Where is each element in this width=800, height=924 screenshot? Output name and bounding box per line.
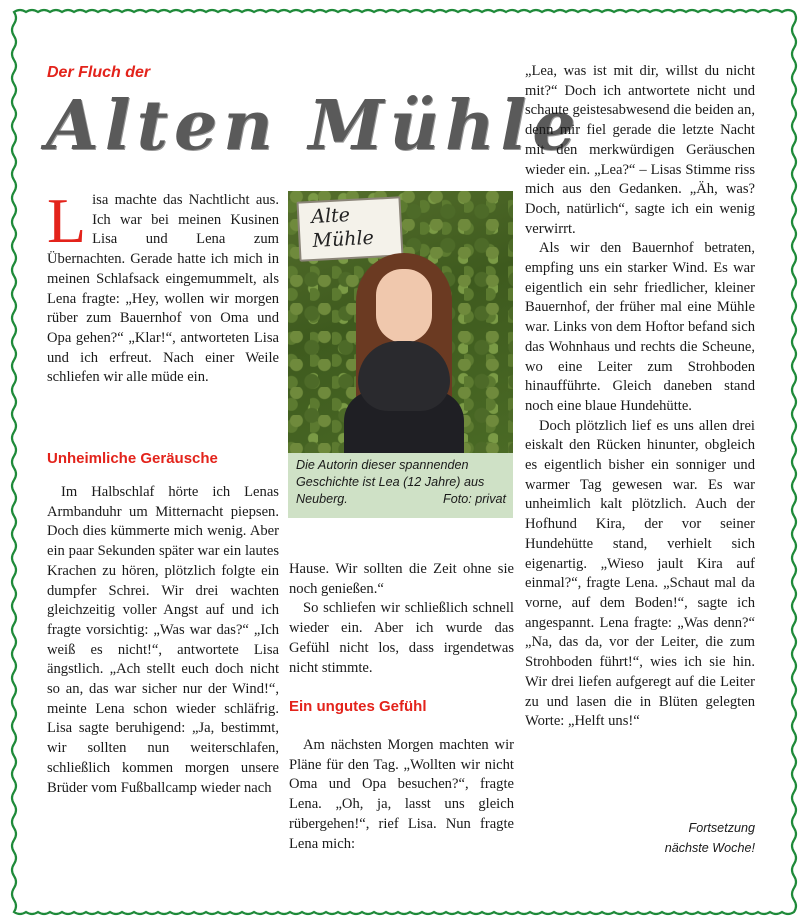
author-photo [288,191,513,453]
photo-caption [296,457,506,508]
intro-column [47,185,279,388]
photo-face [376,269,432,343]
photo-box [288,191,513,518]
continuation-note [600,818,755,858]
sign-text: Alte Mühle [310,203,375,252]
section1-paragraph: Im Halbschlaf hörte ich Lenas Armbanduhr um Mitternacht piepsen. Doch dies kümmerte mich wenig. Aber ein paar Sekunden später war ein lautes Krachen zu hören, plötzlich folgte ein dumpfer Schrei. Wir drei wachten gleichzeitig voller Angst auf und ich fragte vorsichtig: „Was war das?“ „Ich weiß es nicht!“, antwortete Lisa ängstlich. „Ach stellt euch doch nicht so an, das war sicher nur der Wind!“, meinte Lena schon wieder schläfrig. Lisa sagte beruhigend: „Ja, bestimmt, wir sollten nun weiterschlafen, schließlich kommen morgen unsere Brüder vom Fußballcamp wieder nach [47,484,279,796]
middle-column-lower [289,736,514,854]
continuation-line-1: Fortsetzung [688,821,755,835]
mill-sign [297,196,404,261]
right-paragraph-3: Doch plötzlich lief es uns allen drei eiskalt den Rücken hinunter, obgleich es eigentlich bisher ein sonniger und warmer Tag gewesen war. Es war unheimlich kalt plötzlich. Auch der Hofhund Kira, der vor seiner Hundehütte stand, verhielt sich eigenartig. „Wieso jault Kira auf einmal?“, fragte Lena. „Schaut mal da vorne, auf dem Boden!“, sagte ich angespannt. Lena fragte: „Was denn?“ „Na, das da, vor der Leiter, die zum Strohboden führt!“, wies ich sie hin. Wir drei liefen aufgeregt auf die Leiter zu und lasen die in Blüten gelegten Worte: „Helft uns!“ [525,417,755,730]
kicker: Der Fluch der [47,64,151,81]
right-column [525,62,755,732]
middle-paragraph-2: So schliefen wir schließlich schnell wieder ein. Aber ich wurde das Gefühl nicht los, dass irgendetwas nicht stimmte. [289,600,514,676]
drop-cap: L [47,185,87,256]
middle-column [289,560,514,678]
photo-scarf [358,341,450,411]
intro-text: isa machte das Nachtlicht aus. Ich war bei meinen Kusinen Lisa und Lena zum Übernachten. Gerade hatte ich mich in meinen Schlafsack eingemummelt, als Lena fragte: „Hey, wollen wir morgen rüber zum Bauernhof von Oma und Opa gehen?“ „Klar!“, antworteten Lisa und ich erfreut. Nach einer Weile schliefen wir alle müde ein. [47,192,279,386]
photo-credit: Foto: privat [443,492,506,506]
continuation-line-2: nächste Woche! [664,841,755,855]
subheading-unheimliche-geraeusche: Unheimliche Geräusche [47,450,218,467]
section1-column [47,483,279,798]
middle-paragraph-3: Am nächsten Morgen machten wir Pläne für den Tag. „Wollten wir nicht Oma und Opa besuchen?“, fragte Lena. „Oh, ja, lasst uns gleich rübergehen!“, rief Lisa. Nun fragte Lena mich: [289,737,514,852]
caption-text: Die Autorin dieser spannenden Geschichte ist Lea (12 Jahre) aus Neuberg. [296,458,485,506]
subheading-ungutes-gefuehl: Ein ungutes Gefühl [289,698,427,715]
headline: Alten Mühle [46,86,582,166]
middle-continuation: Hause. Wir sollten die Zeit ohne sie noch genießen.“ [289,561,514,597]
right-paragraph-1: „Lea, was ist mit dir, willst du nicht mit?“ Doch ich antwortete nicht und schaute geistesabwesend die beiden an, denn mir fiel gerade die letzte Nacht mit den merkwürdigen Geräuschen wieder ein. „Lea?“ – Lisas Stimme riss mich aus den Gedanken. „Äh, was? Doch, natürlich“, sagte ich ein wenig verwirrt. [525,63,755,237]
right-paragraph-2: Als wir den Bauernhof betraten, empfing uns ein starker Wind. Es war eigentlich ein sehr friedlicher, kleiner Bauernhof, der früher mal eine Mühle war. Links von dem Hoftor befand sich das Wohnhaus und rechts die Scheune, wo eine Leiter zum Strohboden hinaufführte. Gleich daneben stand noch eine blaue Hundehütte. [525,240,755,414]
